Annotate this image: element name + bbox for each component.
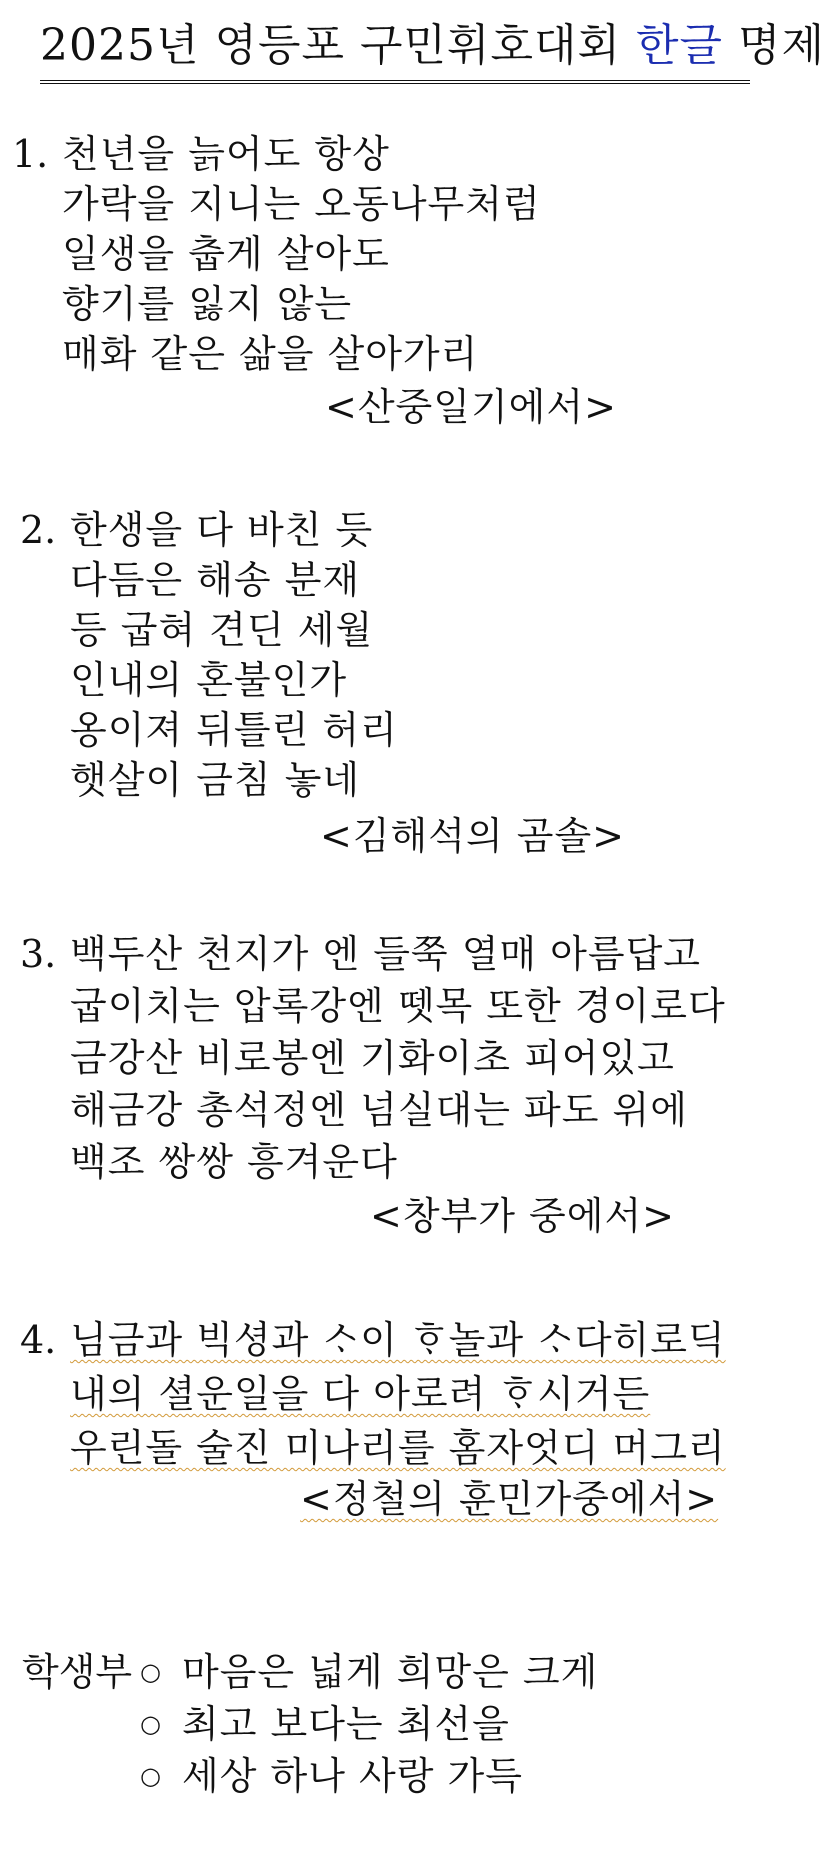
poem-number: 3. [20,932,57,976]
poem-line: 우린돌 술진 미나리를 홈자엇디 머그리 [70,1426,726,1470]
poem-line: 일생을 춥게 살아도 [62,232,390,276]
poem-line: 해금강 총석정엔 넘실대는 파도 위에 [70,1088,688,1132]
poem-line: 백두산 천지가 엔 들쭉 열매 아름답고 [70,932,702,976]
poem-line: 굽이치는 압록강엔 뗏목 또한 경이로다 [70,984,726,1028]
poem-line: 햇살이 금침 놓네 [70,758,361,802]
poem-source: <정철의 훈민가중에서> [300,1477,719,1521]
poem-number: 1. [12,132,49,176]
title-part-2: 명제 [723,20,825,71]
motto-item: 세상 하나 사랑 가득 [182,1754,523,1798]
poem-line: 등 굽혀 견딘 세월 [70,608,374,652]
title-accent-word: 한글 [635,20,723,71]
motto-label: 학생부 [22,1650,133,1694]
page-title [40,18,825,84]
poem-source: <산중일기에서> [325,385,617,429]
poem-source: <김해석의 곰솔> [320,814,626,858]
poem-line: 다듬은 해송 분재 [70,558,361,602]
poem-number: 2. [20,508,57,552]
poem-line: 향기를 잃지 않는 [62,282,353,326]
poem-line: 금강산 비로봉엔 기화이초 피어있고 [70,1036,675,1080]
poem-line: 가락을 지니는 오동나무처럼 [62,182,541,226]
poem-line: 옹이져 뒤틀린 허리 [70,708,398,752]
poem-source: <창부가 중에서> [370,1194,676,1238]
motto-item: 마음은 넓게 희망은 크게 [182,1650,599,1694]
poem-line: 인내의 혼불인가 [70,658,348,702]
poem-line: 매화 같은 삶을 살아가리 [62,332,479,376]
motto-item: 최고 보다는 최선을 [182,1702,510,1746]
poem-line: 내의 셜운일을 다 아로려 ᄒᆞ시거든 [70,1372,651,1416]
poem-line: 천년을 늙어도 항상 [62,132,390,176]
poem-line: 백조 쌍쌍 흥겨운다 [70,1140,398,1184]
bullet-icon: ○ [140,1762,161,1790]
bullet-icon: ○ [140,1710,161,1738]
poem-number: 4. [20,1318,57,1362]
poem-line: 한생을 다 바친 듯 [70,508,374,552]
title-part-1: 2025년 영등포 구민휘호대회 [40,20,636,71]
poem-line: 님금과 빅셩과 ᄉᆞ이 ᄒᆞ놀과 ᄉᆞ다히로딕 [70,1318,726,1362]
bullet-icon: ○ [140,1658,161,1686]
